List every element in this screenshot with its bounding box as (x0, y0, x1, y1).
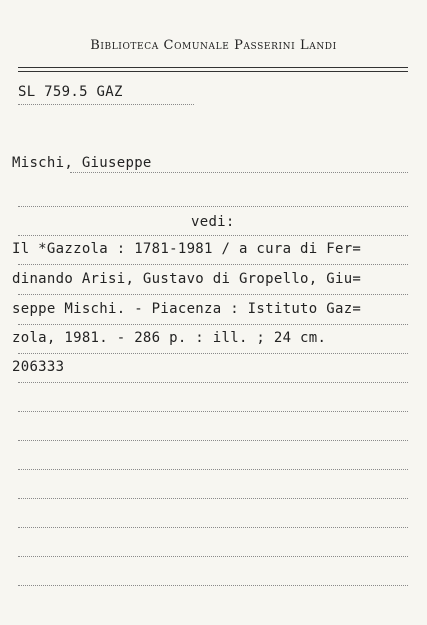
blank-rule (18, 411, 408, 412)
entry-rule (18, 353, 408, 354)
entry-rule (18, 264, 408, 265)
author-heading: Mischi, Giuseppe (12, 155, 152, 171)
blank-rule (18, 498, 408, 499)
inventory-number: 206333 (12, 359, 65, 375)
see-reference: vedi: (191, 214, 235, 230)
author-rule (70, 172, 408, 173)
entry-line: dinando Arisi, Gustavo di Gropello, Giu= (12, 271, 362, 287)
blank-rule (18, 469, 408, 470)
entry-line: zola, 1981. - 286 p. : ill. ; 24 cm. (12, 330, 327, 346)
entry-rule (18, 324, 408, 325)
call-number-rule (18, 104, 194, 105)
see-rule (18, 235, 408, 236)
blank-rule (18, 440, 408, 441)
entry-rule (18, 294, 408, 295)
blank-rule (18, 585, 408, 586)
library-header: Biblioteca Comunale Passerini Landi (90, 38, 337, 53)
blank-rule (18, 527, 408, 528)
blank-rule (18, 206, 408, 207)
entry-rule (18, 382, 408, 383)
call-number: SL 759.5 GAZ (18, 84, 123, 100)
header-double-rule (18, 67, 408, 72)
entry-line: Il *Gazzola : 1781-1981 / a cura di Fer= (12, 241, 362, 257)
blank-rule (18, 556, 408, 557)
entry-line: seppe Mischi. - Piacenza : Istituto Gaz= (12, 301, 362, 317)
